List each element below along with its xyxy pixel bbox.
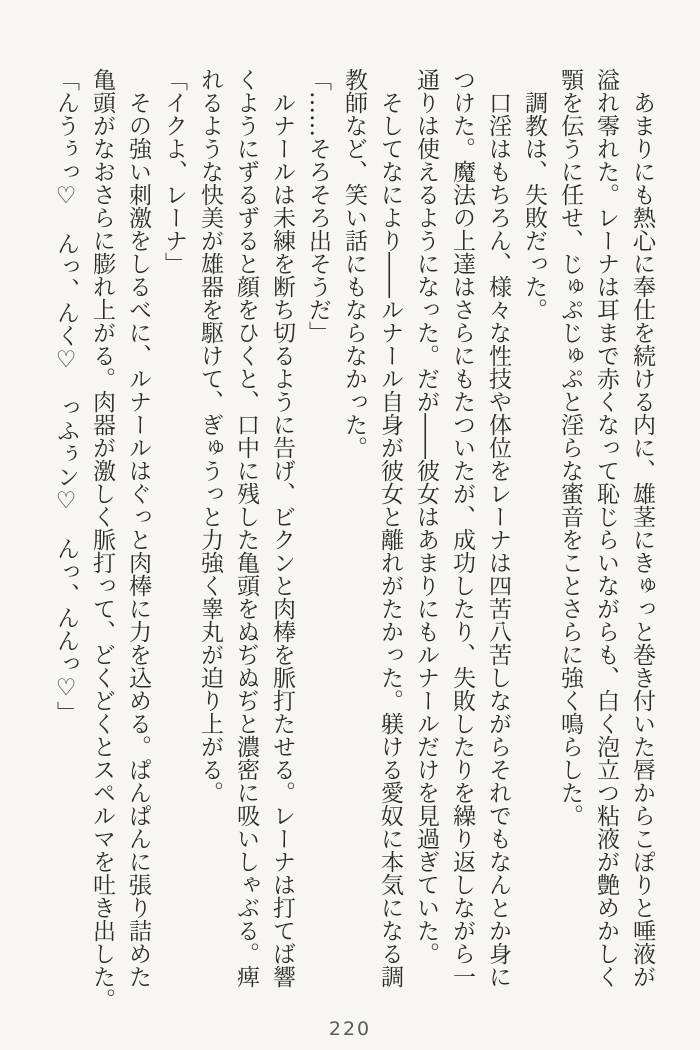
- text-line: 調教は、失敗だった。: [521, 68, 547, 321]
- text-line: 通りは使えるようになった。だが――彼女はあまりにもルナールだけを見過ぎていた。: [413, 68, 439, 965]
- text-line: 溢れ零れた。レーナは耳まで赤くなって恥じらいながらも、白く泡立つ粘液が艶めかしく: [593, 68, 619, 988]
- text-line: 亀頭がなおさらに膨れ上がる。肉器が激しく脈打って、どくどくとスペルマを吐き出した。: [89, 68, 115, 1011]
- text-line: 口淫はもちろん、様々な性技や体位をレーナは四苦八苦しながらそれでもなんとか身に: [485, 68, 511, 988]
- page-number: 220: [328, 1018, 372, 1040]
- text-line: 「んうぅっ♡ んっ、んく♡ っふぅン♡ んっ、んんっ♡」: [53, 68, 79, 724]
- text-line: 顎を伝うに任せ、じゅぷじゅぷと淫らな蜜音をことさらに強く鳴らした。: [557, 68, 583, 827]
- text-line: つけた。魔法の上達はさらにもたついたが、成功したり、失敗したりを繰り返しながら一: [449, 68, 475, 988]
- text-line: 教師など、笑い話にもならなかった。: [341, 68, 367, 459]
- vertical-text-block: [48, 68, 660, 1018]
- text-line: 「イクよ、レーナ」: [161, 68, 187, 275]
- text-line: 「……そろそろ出そうだ」: [305, 68, 331, 344]
- text-line: その強い刺激をしるべに、ルナールはぐっと肉棒に力を込める。ぱんぱんに張り詰めた: [125, 68, 151, 988]
- text-line: れるような快美が雄器を駆けて、ぎゅうっと力強く睾丸が迫り上がる。: [197, 68, 223, 804]
- text-line: くようにずるずると顔をひくと、口中に残した亀頭をぬぢぬぢと濃密に吸いしゃぶる。痺: [233, 68, 259, 988]
- text-line: あまりにも熱心に奉仕を続ける内に、雄茎にきゅっと巻き付いた唇からこぽりと唾液が: [629, 68, 655, 988]
- text-line: ルナールは未練を断ち切るように告げ、ビクンと肉棒を脈打たせる。レーナは打てば響: [269, 68, 295, 988]
- text-line: そしてなにより――ルナール自身が彼女と離れがたかった。躾ける愛奴に本気になる調: [377, 68, 403, 988]
